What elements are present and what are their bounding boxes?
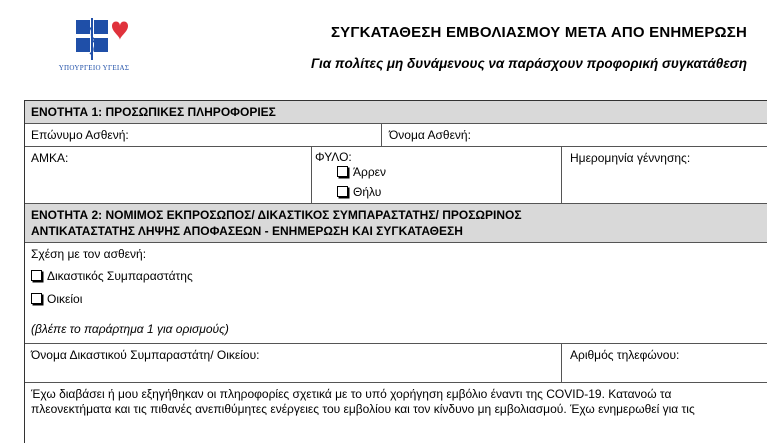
consent-text-line2: πλεονεκτήματα και τις πιθανές ανεπιθύμητες ενέργειες του εμβολίου και τον κίνδυνο μη εμβολιασμού. Έχω ενημερωθεί για τις: [31, 402, 695, 416]
gender-option-female[interactable]: Θήλυ: [337, 185, 381, 199]
guardian-checkbox[interactable]: [31, 270, 42, 281]
form-title: ΣΥΓΚΑΤΑΘΕΣΗ ΕΜΒΟΛΙΑΣΜΟΥ ΜΕΤΑ ΑΠΟ ΕΝΗΜΕΡΩΣΗ: [330, 24, 747, 41]
relatives-checkbox[interactable]: [31, 293, 42, 304]
patient-name-row: [25, 124, 767, 147]
guardian-name-label: Όνομα Δικαστικού Συμπαραστάτη/ Οικείου:: [31, 348, 260, 362]
section1-heading: ΕΝΟΤΗΤΑ 1: ΠΡΟΣΩΠΙΚΕΣ ΠΛΗΡΟΦΟΡΙΕΣ: [25, 101, 767, 124]
male-checkbox[interactable]: [337, 166, 348, 177]
form-subtitle: Για πολίτες μη δυνάμενους να παράσχουν προφορική συγκατάθεση: [311, 56, 747, 71]
definitions-note: (βλέπε το παράρτημα 1 για ορισμούς): [31, 322, 229, 336]
surname-field[interactable]: [145, 124, 375, 146]
relation-label: Σχέση με τον ασθενή:: [31, 247, 147, 261]
gender-option-male[interactable]: Άρρεν: [337, 165, 386, 179]
birthdate-label: Ημερομηνία γέννησης:: [570, 151, 691, 165]
relation-option-guardian[interactable]: Δικαστικός Συμπαραστάτης: [31, 269, 193, 283]
consent-form: [24, 100, 767, 443]
relation-row: [25, 243, 767, 344]
ministry-caption: ΥΠΟΥΡΓΕΙΟ ΥΓΕΙΑΣ: [58, 64, 130, 72]
patient-info-row: [25, 147, 767, 204]
section2-heading: ΕΝΟΤΗΤΑ 2: ΝΟΜΙΜΟΣ ΕΚΠΡΟΣΩΠΟΣ/ ΔΙΚΑΣΤΙΚΟΣ ΣΥΜΠΑΡΑΣΤΑΤΗΣ/ ΠΡΟΣΩΡΙΝΟΣ ΑΝΤΙΚΑΤΑΣΤΑΤΗΣ ΛΗΨΗΣ ΑΠΟΦΑΣΕΩΝ - ΕΝΗΜΕΡΩΣΗ ΚΑΙ ΣΥΓΚΑΤΑΘΕΣΗ: [25, 204, 767, 243]
relation-option-relatives[interactable]: Οικείοι: [31, 292, 82, 306]
guardian-row: [25, 344, 767, 383]
female-checkbox[interactable]: [337, 186, 348, 197]
gender-label: ΦΥΛΟ:: [315, 150, 352, 164]
consent-text-block: [25, 383, 767, 443]
phone-label: Αριθμός τηλεφώνου:: [570, 348, 680, 362]
consent-text-line1: Έχω διαβάσει ή μου εξηγήθηκαν οι πληροφορίες σχετικά με το υπό χορήγηση εμβόλιο έναντι της COVID-19. Κατανοώ τα: [31, 387, 672, 401]
surname-label: Επώνυμο Ασθενή:: [31, 128, 129, 142]
amka-label: ΑΜΚΑ:: [31, 151, 69, 165]
name-field[interactable]: [485, 124, 765, 146]
name-label: Όνομα Ασθενή:: [389, 128, 471, 142]
